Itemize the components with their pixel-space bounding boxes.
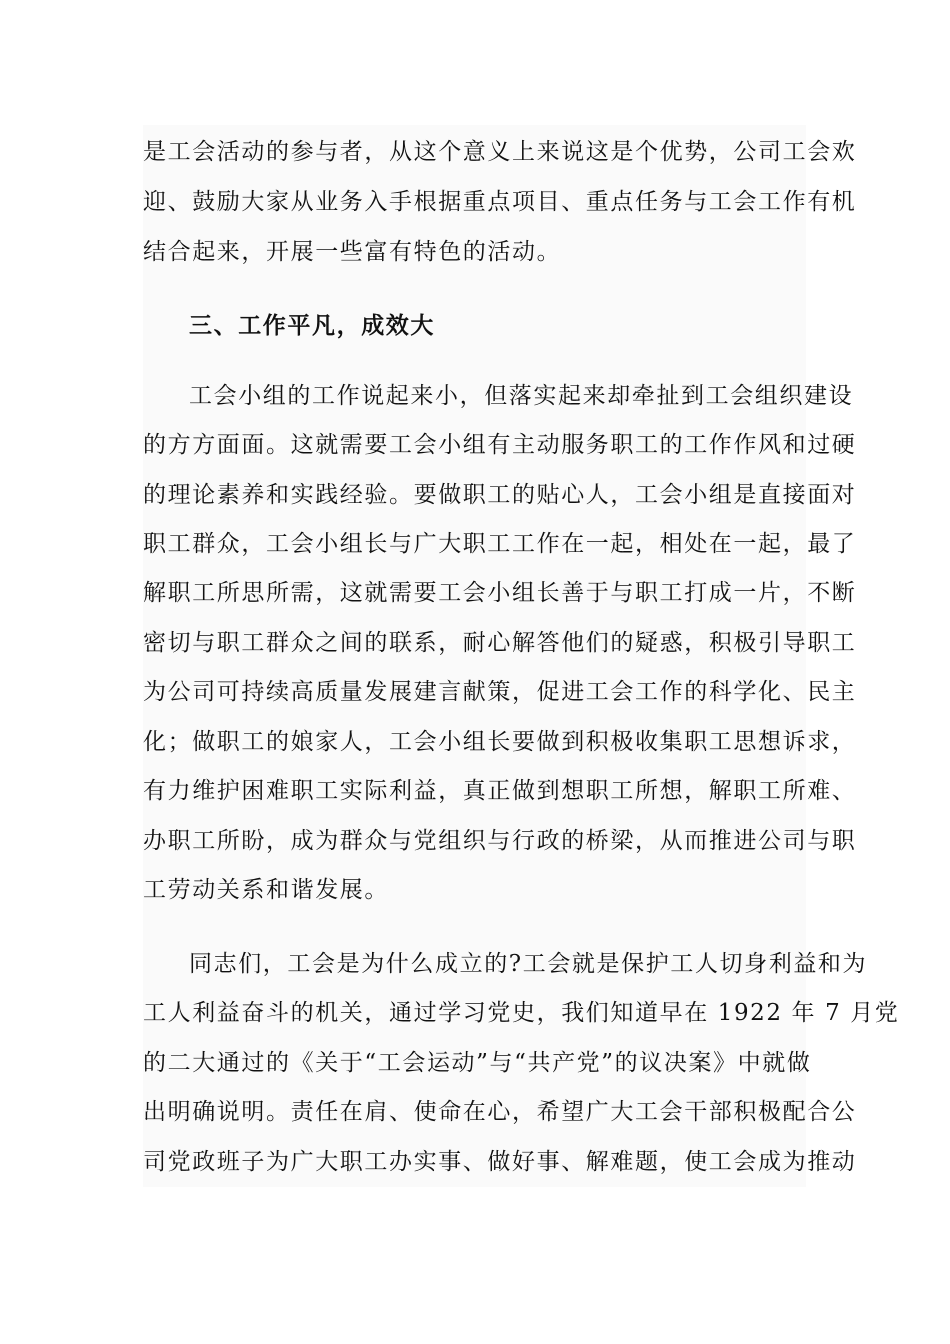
text-line: 迎、鼓励大家从业务入手根据重点项目、重点任务与工会工作有机 <box>143 189 857 215</box>
text-line: 工人利益奋斗的机关，通过学习党史，我们知道早在 1922 年 7 月党 <box>143 1000 900 1026</box>
text-line: 化；做职工的娘家人，工会小组长要做到积极收集职工思想诉求， <box>143 729 857 755</box>
document-text-block <box>143 125 900 1187</box>
text-line: 结合起来，开展一些富有特色的活动。 <box>143 239 562 265</box>
text-line: 工会小组的工作说起来小，但落实起来却牵扯到工会组织建设 <box>189 383 854 409</box>
text-line: 工劳动关系和谐发展。 <box>143 877 389 903</box>
text-line: 的理论素养和实践经验。要做职工的贴心人，工会小组是直接面对 <box>143 482 857 508</box>
text-line: 是工会活动的参与者，从这个意义上来说这是个优势，公司工会欢 <box>143 139 857 165</box>
text-line: 的二大通过的《关于“工会运动”与“共产党”的议决案》中就做 <box>143 1050 812 1076</box>
section-heading: 三、工作平凡，成效大 <box>189 312 435 339</box>
text-line: 职工群众，工会小组长与广大职工工作在一起，相处在一起，最了 <box>143 531 857 557</box>
text-line: 的方方面面。这就需要工会小组有主动服务职工的工作作风和过硬 <box>143 432 857 458</box>
text-line: 办职工所盼，成为群众与党组织与行政的桥梁，从而推进公司与职 <box>143 828 857 854</box>
text-line: 为公司可持续高质量发展建言献策，促进工会工作的科学化、民主 <box>143 679 857 705</box>
text-line: 同志们，工会是为什么成立的?工会就是保护工人切身利益和为 <box>189 951 868 977</box>
text-line: 司党政班子为广大职工办实事、做好事、解难题，使工会成为推动 <box>143 1149 857 1175</box>
text-line: 密切与职工群众之间的联系，耐心解答他们的疑惑，积极引导职工 <box>143 630 857 656</box>
text-line: 解职工所思所需，这就需要工会小组长善于与职工打成一片，不断 <box>143 580 857 606</box>
text-line: 出明确说明。责任在肩、使命在心，希望广大工会干部积极配合公 <box>143 1099 857 1125</box>
text-line: 有力维护困难职工实际利益，真正做到想职工所想，解职工所难、 <box>143 778 857 804</box>
